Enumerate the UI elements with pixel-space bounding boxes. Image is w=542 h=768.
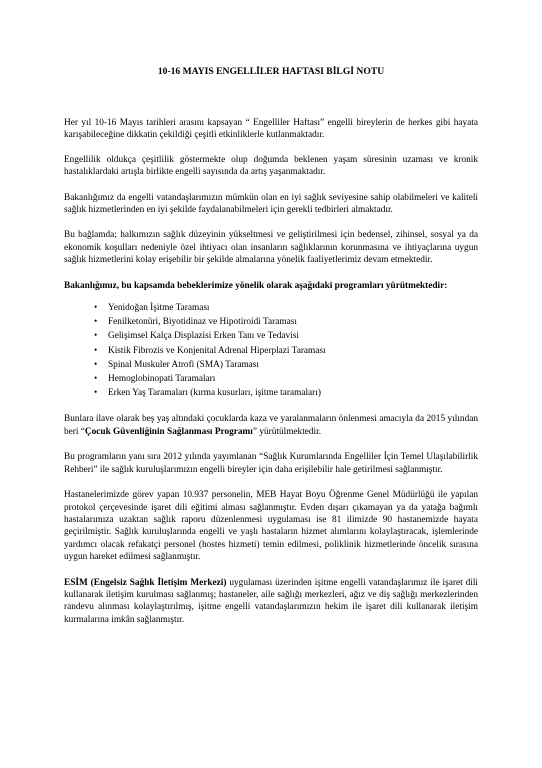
paragraph-child-safety [64, 413, 478, 438]
child-safety-text-before: Bunlara ilave olarak beş yaş altındaki çocuklarda kaza ve yaralanmaların önlenmesi amacıyla da 2015 yılından beri “ [64, 414, 478, 437]
bullet-icon: • [94, 345, 98, 356]
list-item [94, 372, 478, 386]
bullet-icon: • [94, 388, 98, 399]
program-label: Yenidoğan İşitme Taraması [108, 303, 210, 314]
program-label: Kistik Fibrozis ve Konjenital Adrenal Hiperplazi Taraması [108, 345, 326, 356]
document-title: 10-16 MAYIS ENGELLİLER HAFTASI BİLGİ NOTU [157, 66, 385, 77]
program-label: Erken Yaş Taramaları (kırma kusurları, işitme taramaları) [108, 388, 321, 399]
paragraph-accessibility-guide: Bu programların yanı sıra 2012 yılında yayımlanan “Sağlık Kurumlarında Engelliler İçin Temel Ulaşılabilirlik Rehberi” ile sağlık kuruluşlarımızın engelli bireyler için daha erişilebilir hale getirilmesi sağlanmıştır. [64, 452, 478, 475]
esim-name: ESİM (Engelsiz Sağlık İletişim Merkezi) [64, 577, 227, 588]
paragraph-sign-language-training: Hastanelerimizde görev yapan 10.937 personelin, MEB Hayat Boyu Öğrenme Genel Müdürlüğü ile yapılan protokol çerçevesinde işaret dili eğitimi alması sağlanmıştır. Evden dışarı çıkamayan ya da yatağa bağımlı hastalarımıza uzaktan sağlık raporu düzenlenmesi uygulaması ise 81 ilimizde 90 hastanemizde hayata geçirilmiştir. Sağlık kuruluşlarında engelli ve yaşlı hastaların hizmet alımlarını kolaylaştıracak, işlemlerinde yardımcı olacak refakatçi personel (hostes hizmeti) temin edilmesi, poliklinik hizmetlerinde öncelik sırasına uygun hareket edilmesi sağlanmıştır. [64, 490, 478, 563]
bullet-icon: • [94, 317, 98, 328]
program-label: Gelişimsel Kalça Displazisi Erken Tanı ve Tedavisi [108, 331, 299, 342]
list-item [94, 358, 478, 372]
child-safety-text-after: ” yürütülmektedir. [252, 426, 322, 437]
list-item [94, 301, 478, 315]
program-label: Spinal Muskuler Atrofi (SMA) Taraması [108, 359, 260, 370]
list-item [94, 344, 478, 358]
child-safety-program-name: Çocuk Güvenliğinin Sağlanması Programı [84, 426, 253, 437]
bullet-icon: • [94, 359, 98, 370]
paragraph-disability-diversity: Engellilik oldukça çeşitlilik göstermekte olup doğumda beklenen yaşam süresinin uzaması ve kronik hastalıklardaki artışla birlikte engelli sayısında da artış yaşanmaktadır. [64, 154, 478, 178]
bullet-icon: • [94, 331, 98, 342]
paragraph-intro: Her yıl 10-16 Mayıs tarihleri arasını kapsayan “ Engelliler Haftası” engelli bireylerin de herkes gibi hayata karışabileceğine dikkatin çekildiği çeşitli etkinliklerle kutlanmaktadır. [64, 118, 478, 141]
programs-list [64, 301, 478, 400]
list-item [94, 386, 478, 400]
program-label: Hemoglobinopati Taramaları [108, 374, 216, 385]
esim-text: uygulaması üzerinden işitme engelli vatandaşlarımız ile işaret dili kullanarak iletişim kurulması sağlanmış; hastaneler, aile sağlığı merkezleri, ağız ve diş sağlığı merkezlerinden randevu alınması kolaylaştırılmış, işitme engelli vatandaşlarımızın hekim ile işaret dili kullanarak iletişim kurmalarına imkân sağlanmıştır. [64, 577, 478, 625]
paragraph-programs-heading: Bakanlığımız, bu kapsamda bebeklerimize yönelik olarak aşağıdaki programları yürütmektedir: [64, 280, 448, 291]
bullet-icon: • [94, 374, 98, 385]
list-item [94, 329, 478, 343]
paragraph-ministry-measures: Bakanlığımız da engelli vatandaşlarımızın mümkün olan en iyi sağlık seviyesine sahip olabilmeleri ve kaliteli sağlık hizmetlerinden en iyi şekilde faydalanabilmeleri için gerekli tedbirleri almaktadır. [64, 192, 478, 216]
paragraph-health-services: Bu bağlamda; halkımızın sağlık düzeyinin yükseltmesi ve geliştirilmesi için bedensel, zihinsel, sosyal ya da ekonomik koşulları nedeniyle özel ihtiyacı olan insanların sağlıklarının korunmasına ve ihtiyaçlarına uygun sağlık hizmetlerini kolay erişebilir bir şekilde almalarına yönelik faaliyetlerimiz devam etmektedir. [64, 230, 478, 266]
bullet-icon: • [94, 303, 98, 314]
paragraph-esim [64, 577, 478, 627]
program-label: Fenilketonüri, Biyotidinaz ve Hipotiroidi Taraması [108, 317, 297, 328]
list-item [94, 315, 478, 329]
